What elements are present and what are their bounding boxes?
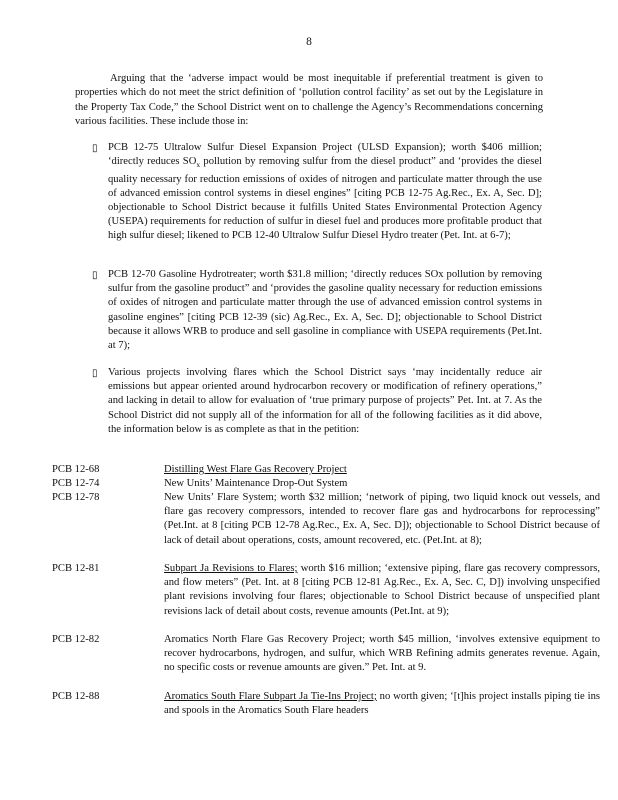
pcb-item (52, 491, 600, 548)
bullet-box-icon: ▯ (92, 270, 98, 281)
pcb-code: PCB 12-68 (52, 464, 100, 475)
pcb-title: New Units’ Maintenance Drop-Out System (164, 478, 348, 489)
pcb-detail: worth $32 million; ‘network of piping, two liquid knock out vessels, and flare gas recovery compressors, intended to recover flare gas and hydrocarbons for reprocessing” (Pet.Int. at 8 [citing PCB 12-78 Ag.Rec., Ex. A, Sec. D]); objectionable to School District because of lack of detail about operations, costs, amount recovered, etc. (Pet.Int. at 8); (164, 492, 600, 546)
pcb-item (52, 690, 600, 718)
pcb-item (52, 477, 600, 491)
pcb-item (52, 463, 600, 477)
intro-paragraph: Arguing that the ‘adverse impact would be most inequitable if preferential treatment is given to properties which do not meet the strict definition of ‘pollution control facility’ as set out by the Legislature in the Property Tax Code,” the School District went on to challenge the Agency’s Recommendations concerning various facilities. These include those in: (75, 73, 543, 128)
pcb-title: Subpart Ja Revisions to Flares; (164, 563, 298, 574)
pcb-detail: no worth given; ‘[t]his project installs piping tie ins and spools in the Aromatics South Flare headers (164, 691, 600, 717)
bullet-item-ulsd (108, 141, 542, 244)
pcb-title: New Units’ Flare System; (164, 492, 277, 503)
bullet-text-part: pollution by removing sulfur from the diesel product” and ‘provides the diesel quality necessary for reduction emissions of oxides of nitrogen and particulate matter through the use of advanced emission control systems in diesel engines” [citing PCB 12-75 Ag.Rec., Ex. A, Sec. D]; objectionable to School District because it fulfills United States Environmental Protection Agency (USEPA) requirements for reduction of sulfur in diesel fuel and produces more profitable product that high sulfur diesel; likened to PCB 12-40 Ultralow Sulfur Diesel Hydro treater (Pet. Int. at 6-7); (108, 156, 542, 242)
pcb-item (52, 562, 600, 619)
bullet-box-icon: ▯ (92, 143, 98, 154)
pcb-code: PCB 12-81 (52, 563, 100, 574)
bullet-text-part: PCB 12-75 Ultralow Sulfur Diesel Expansion Project (ULSD Expansion); worth $406 million; ‘directly reduces SO (108, 142, 542, 168)
subscript: x (196, 160, 201, 170)
pcb-item (52, 633, 600, 676)
pcb-detail: worth $16 million; ‘extensive piping, flare gas recovery compressors, and flow meters” (Pet. Int. at 8 [citing PCB 12-81 Ag.Rec., Ex. A, Sec. C, D]) involving unspecified plant revisions involving four flares; objectionable to School District because of unspecified plant revisions lack of detail about costs, revenue amounts (Pet.Int. at 9); (164, 563, 600, 617)
page-number: 8 (306, 36, 312, 48)
pcb-code: PCB 12-82 (52, 634, 100, 645)
pcb-title: Distilling West Flare Gas Recovery Project (164, 464, 347, 475)
bullet-item-gasoline: PCB 12-70 Gasoline Hydrotreater; worth $31.8 million; ‘directly reduces SOx pollution by removing sulfur from the gasoline product” and ‘provides the gasoline quality necessary for reduction emissions of oxides of nitrogen and particulate matter through the use of advanced emission control systems in gasoline engines” [citing PCB 12-39 (sic) Ag.Rec., Ex. A, Sec. D]; objectionable to School District because it allows WRB to produce and sell gasoline in compliance with USEPA requirements (Pet.Int. at 7); (108, 269, 542, 352)
pcb-detail: worth $45 million, ‘involves extensive equipment to recover hydrocarbons, hydrogen, and sulfur, which WRB Refining admits generates revenue. Again, no specific costs or revenue amounts are given.” Pet. Int. at 9. (164, 634, 600, 674)
bullet-item-flares: Various projects involving flares which the School District says ‘may incidentally reduce air emissions but appear oriented around hydrocarbon recovery or modification of refinery operations,” and lacking in detail to allow for evaluation of ‘true primary purpose of projects” Pet. Int. at 7. As the School District did not supply all of the information for all of the following facilities as it did above, the information below is as complete as that in the petition: (108, 367, 542, 435)
pcb-title: Aromatics South Flare Subpart Ja Tie-Ins Project; (164, 691, 377, 702)
pcb-code: PCB 12-88 (52, 691, 100, 702)
pcb-code: PCB 12-78 (52, 492, 100, 503)
pcb-title: Aromatics North Flare Gas Recovery Project; (164, 634, 366, 645)
pcb-code: PCB 12-74 (52, 478, 100, 489)
bullet-box-icon: ▯ (92, 368, 98, 379)
